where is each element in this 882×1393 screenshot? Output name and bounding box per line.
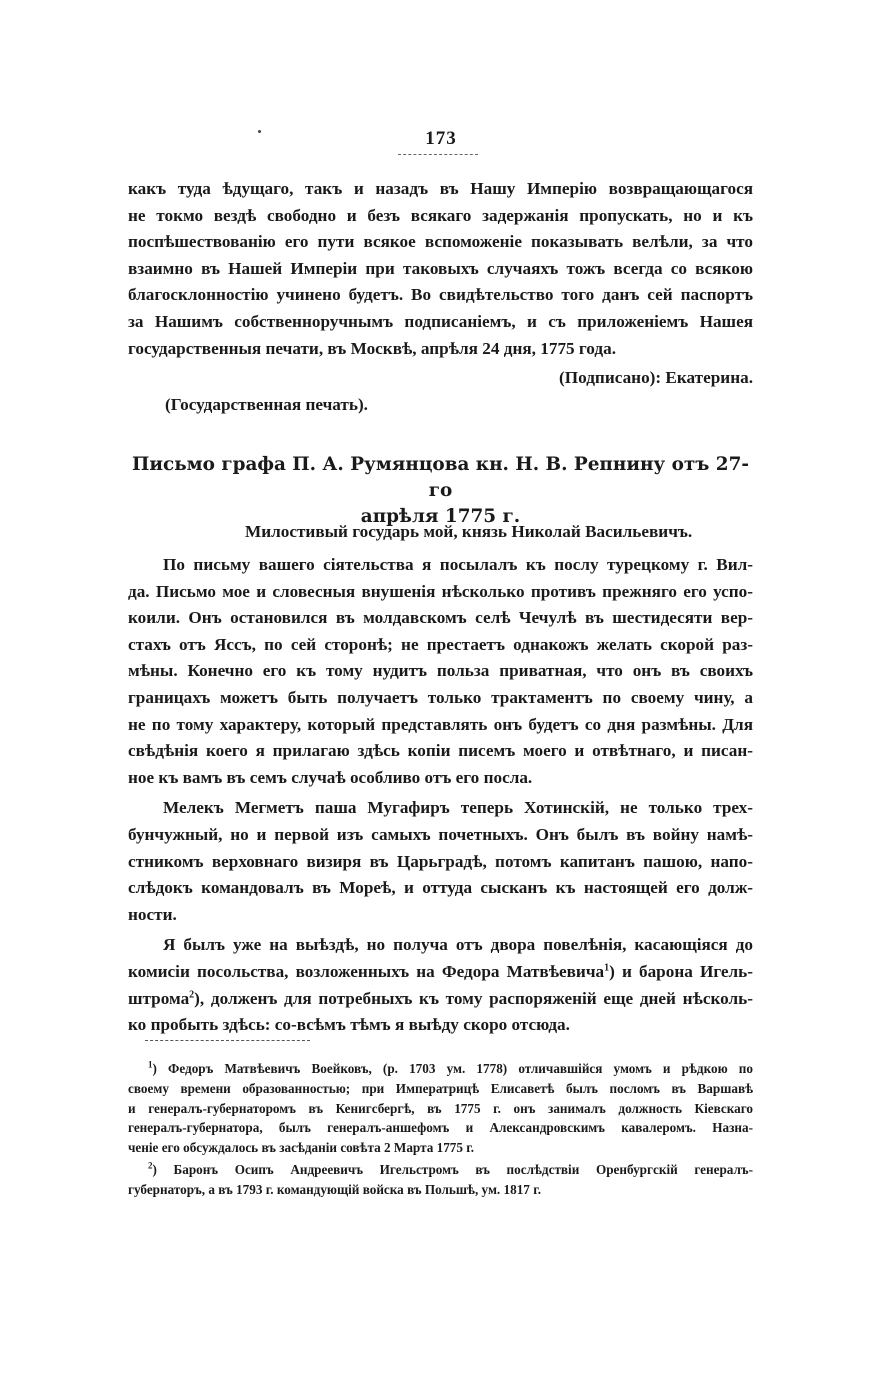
text-line: стахъ отъ Яссъ, по сей сторонѣ; не престаетъ однакожъ желать скорой раз- <box>128 634 753 654</box>
page-number: 173 <box>425 128 457 149</box>
text-line: ное къ вамъ въ семъ случаѣ особливо отъ его посла. <box>128 767 533 787</box>
footnotes <box>128 1059 753 1200</box>
text-line: свѣдѣнія коего я прилагаю здѣсь копіи писемъ моего и отвѣтнаго, и писан- <box>128 741 753 761</box>
text-line: ности. <box>128 904 177 924</box>
footnote-mark: 1 <box>148 1059 153 1070</box>
text-line: государственныя печати, въ Москвѣ, апрѣля 24 дня, 1775 года. <box>128 338 616 358</box>
text-line: взаимно въ Нашей Имперіи при таковыхъ случаяхъ тожъ всегда со всякою <box>128 258 753 278</box>
footnote-line: генералъ-губернатора, былъ генералъ-аншефомъ и Александровскимъ кавалеромъ. Назна- <box>128 1120 753 1136</box>
text-line: слѣдокъ командовалъ въ Мореѣ, и оттуда сысканъ къ настоящей его долж- <box>128 878 753 898</box>
text-fragment: ), долженъ для потребныхъ къ тому распоряженій еще дней нѣсколь- <box>194 988 753 1008</box>
heading-line-2: апрѣля 1775 г. <box>360 506 521 527</box>
footnote-rule <box>145 1040 310 1041</box>
heading-line-1: Письмо графа П. А. Румянцова кн. Н. В. Репнину отъ 27-го <box>131 454 749 501</box>
paragraph-2 <box>128 795 753 928</box>
text-fragment: ) и барона Игель- <box>609 961 753 981</box>
page-number-rule <box>398 154 478 155</box>
footnote-ref-2: 2 <box>189 988 195 1000</box>
text-line: коили. Онъ остановился въ молдавскомъ селѣ Чечулѣ въ шестидесяти вер- <box>128 608 753 628</box>
letter-body <box>128 552 753 1039</box>
text-line: Я былъ уже на выѣздѣ, но получа отъ двора повелѣнія, касающіяся до <box>163 935 753 955</box>
text-line: не токмо вездѣ свободно и безъ всякаго задержанія пропускать, но и къ <box>128 205 753 225</box>
text-fragment: комисіи посольства, возложенныхъ на Федора Матвѣевича <box>128 961 605 981</box>
signature-line: (Подписано): Екатерина. <box>559 368 753 387</box>
text-line: за Нашимъ собственноручнымъ подписаніемъ, и съ приложеніемъ Нашея <box>128 311 753 331</box>
paragraph-3 <box>128 932 753 1038</box>
footnote-line: губернаторъ, а въ 1793 г. командующій войска въ Польшѣ, ум. 1817 г. <box>128 1181 541 1197</box>
footnote-mark: 2 <box>148 1160 153 1171</box>
text-fragment: ) Федоръ Матвѣевичъ Воейковъ, (р. 1703 ум. 1778) отличавшійся умомъ и рѣдкою по <box>152 1061 753 1076</box>
text-fragment: ) Баронъ Осипъ Андреевичъ Игельстромъ въ послѣдствіи Оренбургскій генералъ- <box>152 1161 753 1177</box>
footnote-1 <box>128 1059 753 1158</box>
footnote-line <box>128 1160 753 1180</box>
footnote-2 <box>128 1160 753 1200</box>
salutation: Милостивый государь мой, князь Николай Васильевичъ. <box>245 522 693 541</box>
footnote-line: своему времени образованностью; при Императрицѣ Елисаветѣ былъ посломъ въ Варшавѣ <box>128 1080 753 1096</box>
letter-heading <box>128 452 753 530</box>
text-line: мѣны. Конечно его къ тому нудитъ польза приватная, что онъ въ своихъ <box>128 661 753 681</box>
text-fragment: штрома <box>128 988 190 1008</box>
passport-text <box>128 176 753 362</box>
footnote-line: и генералъ-губернаторомъ въ Кенигсбергѣ, въ 1775 г. онъ занималъ должность Кіевскаго <box>128 1100 753 1116</box>
text-line: не по тому характеру, который представлять онъ будетъ со дня размѣны. Для <box>128 714 753 734</box>
text-line: ко пробыть здѣсь: со-всѣмъ тѣмъ я выѣду скоро отсюда. <box>128 1015 570 1035</box>
paragraph-1 <box>128 552 753 791</box>
text-line: поспѣшествованію его пути всякое вспоможеніе показывать велѣли, за что <box>128 232 753 252</box>
text-line: какъ туда ѣдущаго, такъ и назадъ въ Нашу Имперію возвращающагося <box>128 179 753 198</box>
text-line <box>128 959 753 986</box>
text-line: бунчужный, но и первой изъ самыхъ почетныхъ. Онъ былъ въ войну намѣ- <box>128 824 753 844</box>
text-line <box>128 986 753 1013</box>
text-line: Мелекъ Мегметъ паша Мугафиръ теперь Хотинскій, не только трех- <box>163 798 753 818</box>
text-line: благосклонностію учинено будетъ. Во свидѣтельство того данъ сей паспортъ <box>128 285 753 305</box>
footnote-line <box>128 1059 753 1079</box>
text-line: По письму вашего сіятельства я посылалъ къ послу турецкому г. Вил- <box>163 555 753 574</box>
seal-note: (Государственная печать). <box>165 395 368 414</box>
text-line: да. Письмо мое и словесныя внушенія нѣсколько противъ прежняго его успо- <box>128 581 753 601</box>
footnote-ref-1: 1 <box>604 962 610 974</box>
text-line: стникомъ верховнаго визиря въ Царьградѣ, потомъ капитанъ пашою, напо- <box>128 851 753 871</box>
footnote-line: ченіе его обсуждалось въ засѣданіи совѣта 2 Марта 1775 г. <box>128 1140 475 1156</box>
text-line: границахъ можетъ быть получаетъ только трактаментъ по своему чину, а <box>128 687 753 707</box>
